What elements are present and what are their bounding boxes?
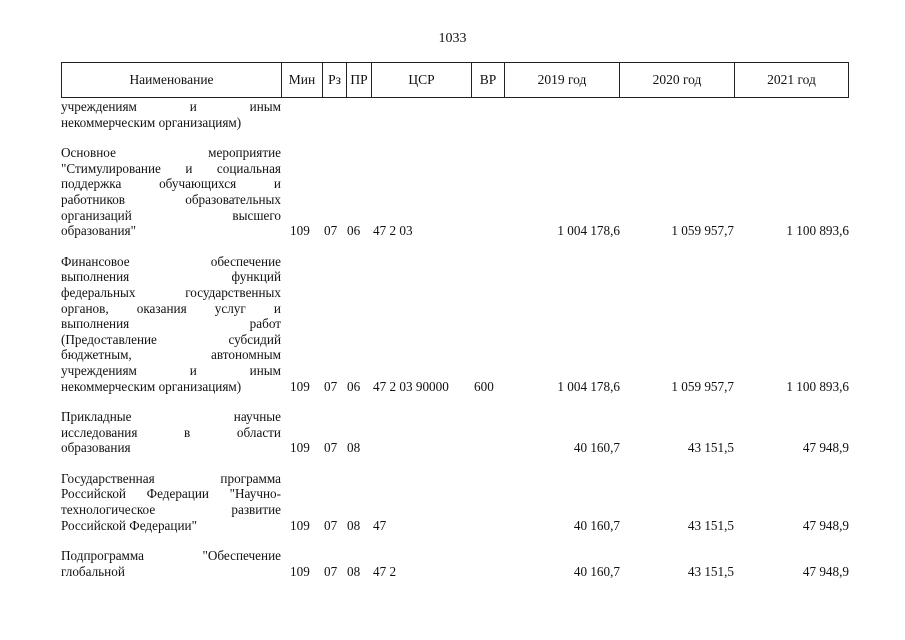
- row-values: [61, 563, 849, 579]
- header-vr: ВР: [472, 63, 505, 97]
- page-number: 1033: [438, 31, 467, 46]
- row-name-line: глобальной: [61, 563, 125, 579]
- cell-pr: 08: [347, 440, 361, 456]
- table-row: [61, 471, 849, 533]
- cell-min: 109: [290, 440, 310, 456]
- cell-rz: 07: [324, 517, 338, 533]
- table-row: [61, 548, 849, 579]
- row-values: [61, 440, 849, 456]
- cell-rz: 07: [324, 440, 338, 456]
- row-name-line: (Предоставление субсидий: [61, 331, 281, 347]
- cell-y2019: 40 160,7: [573, 440, 620, 456]
- cell-min: 109: [290, 517, 310, 533]
- row-name-line: Российской Федерации": [61, 517, 197, 533]
- row-name-line: образования: [61, 440, 131, 456]
- cell-y2019: 1 004 178,6: [557, 378, 620, 394]
- row-name-line: "Стимулирование и социальная: [61, 160, 281, 176]
- header-2020: 2020 год: [620, 63, 735, 97]
- row-name-line: Государственная программа: [61, 470, 281, 486]
- cell-csr: 47: [373, 517, 387, 533]
- row-name-line: некоммерческим организациям): [61, 114, 242, 130]
- cell-rz: 07: [324, 378, 338, 394]
- cell-y2019: 40 160,7: [573, 517, 620, 533]
- cell-pr: 06: [347, 378, 361, 394]
- row-values: [61, 517, 849, 533]
- cell-y2021: 47 948,9: [802, 440, 849, 456]
- row-name-line: учреждениям и иным: [61, 99, 281, 114]
- row-name-line: Российской Федерации "Научно-: [61, 486, 281, 502]
- row-name-line: выполнения функций: [61, 269, 281, 285]
- table-row: [61, 254, 849, 394]
- table-row: [61, 99, 849, 130]
- row-name-line: учреждениям и иным: [61, 362, 281, 378]
- cell-min: 109: [290, 563, 310, 579]
- table-row: [61, 409, 849, 456]
- cell-csr: 47 2 03: [373, 223, 413, 239]
- table-header: [61, 62, 849, 98]
- cell-pr: 06: [347, 223, 361, 239]
- header-2019: 2019 год: [505, 63, 620, 97]
- row-name-line: поддержка обучающихся и: [61, 176, 281, 192]
- cell-y2020: 43 151,5: [687, 440, 734, 456]
- table-body: [61, 99, 849, 579]
- cell-vr: 600: [474, 378, 494, 394]
- cell-csr: 47 2 03 90000: [373, 378, 449, 394]
- row-name: [61, 254, 281, 394]
- cell-y2020: 43 151,5: [687, 517, 734, 533]
- cell-pr: 08: [347, 517, 361, 533]
- row-name-line: работников образовательных: [61, 191, 281, 207]
- header-pr: ПР: [347, 63, 372, 97]
- row-name-line: организаций высшего: [61, 207, 281, 223]
- row-name-line: образования": [61, 223, 136, 239]
- cell-y2020: 43 151,5: [687, 563, 734, 579]
- cell-y2019: 1 004 178,6: [557, 223, 620, 239]
- cell-y2021: 47 948,9: [802, 563, 849, 579]
- table-row: [61, 145, 849, 239]
- cell-y2021: 1 100 893,6: [786, 223, 849, 239]
- header-csr: ЦСР: [372, 63, 472, 97]
- row-name-line: исследования в области: [61, 424, 281, 440]
- header-2021: 2021 год: [767, 72, 816, 87]
- row-name-line: Основное мероприятие: [61, 145, 281, 161]
- row-name-line: Прикладные научные: [61, 409, 281, 425]
- cell-y2020: 1 059 957,7: [671, 378, 734, 394]
- cell-y2021: 1 100 893,6: [786, 378, 849, 394]
- cell-y2021: 47 948,9: [802, 517, 849, 533]
- cell-csr: 47 2: [373, 563, 397, 579]
- row-values: [61, 114, 849, 130]
- cell-min: 109: [290, 223, 310, 239]
- cell-rz: 07: [324, 563, 338, 579]
- row-name-line: бюджетным, автономным: [61, 347, 281, 363]
- row-name-line: выполнения работ: [61, 316, 281, 332]
- cell-rz: 07: [324, 223, 338, 239]
- row-name-line: некоммерческим организациям): [61, 378, 242, 394]
- row-name-line: Финансовое обеспечение: [61, 253, 281, 269]
- header-rz: Рз: [323, 63, 347, 97]
- row-values: [61, 378, 849, 394]
- cell-min: 109: [290, 378, 310, 394]
- header-min: Мин: [282, 63, 323, 97]
- row-values: [61, 223, 849, 239]
- row-name-line: органов, оказания услуг и: [61, 300, 281, 316]
- cell-y2020: 1 059 957,7: [671, 223, 734, 239]
- header-name: Наименование: [62, 63, 282, 97]
- row-name-line: Подпрограмма "Обеспечение: [61, 548, 281, 564]
- cell-y2019: 40 160,7: [573, 563, 620, 579]
- row-name-line: федеральных государственных: [61, 284, 281, 300]
- cell-pr: 08: [347, 563, 361, 579]
- row-name-line: технологическое развитие: [61, 502, 281, 518]
